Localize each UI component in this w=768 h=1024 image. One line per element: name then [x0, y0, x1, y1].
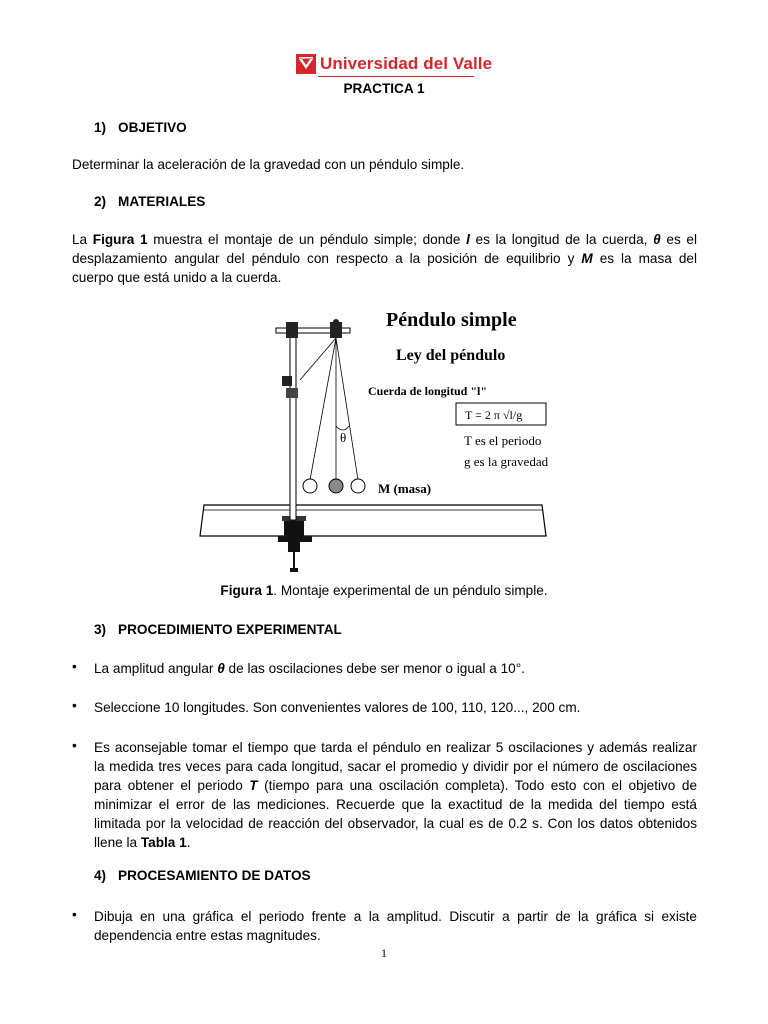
figure-title: Péndulo simple [386, 309, 517, 331]
materials-line-2 [72, 249, 697, 268]
support-rod-illustration [282, 324, 298, 520]
processing-item-1-line-2: dependencia entre estas magnitudes. [94, 928, 321, 943]
university-logo [296, 54, 492, 74]
text-run: La amplitud angular [94, 661, 218, 676]
bullet-marker: • [72, 659, 77, 674]
pendulum-bobs [303, 479, 365, 493]
figure-subtitle: Ley del péndulo [396, 347, 506, 364]
section-title: MATERIALES [118, 194, 206, 209]
section-number: 4) [94, 868, 107, 883]
processing-item-1-line-1: Dibuja en una gráfica el periodo frente a la amplitud. Discutir a partir de la gráfica si existe [94, 909, 697, 924]
procedure-item-1-line [94, 659, 697, 678]
section-heading-procedimiento [94, 622, 342, 637]
objective-paragraph [72, 155, 697, 174]
procedure-item-2 [94, 698, 697, 717]
text-run: llene la [94, 835, 141, 850]
table-illustration [200, 505, 546, 536]
pendulum-figure [198, 298, 554, 580]
section-number: 1) [94, 120, 107, 135]
mass-label: M (masa) [378, 481, 432, 496]
section-title: PROCESAMIENTO DE DATOS [118, 868, 311, 883]
procedure-item-3-line-1: Es aconsejable tomar el tiempo que tarda el péndulo en realizar 5 oscilaciones y además realizar [94, 740, 697, 755]
materials-line-3: cuerpo que está unido a la cuerda. [72, 270, 282, 285]
logo-underline [318, 76, 474, 77]
university-name: Universidad del Valle [320, 54, 493, 73]
bullet-marker: • [72, 698, 77, 713]
procedure-item-3-line-2: la medida tres veces para cada longitud, sacar el promedio y dividir por el número de oscilaciones [94, 759, 697, 774]
symbol-theta: θ [653, 232, 661, 247]
text-run: es el [660, 232, 697, 247]
text-run: para obtener el periodo [94, 778, 250, 793]
period-formula: T = 2 π √l/g [465, 408, 523, 422]
text-run: de las oscilaciones debe ser menor o igual a 10°. [224, 661, 525, 676]
materials-paragraph [72, 230, 697, 287]
procedure-item-3-line-4: minimizar el error de las mediciones. Recuerde que la exactitud de la medida del tiempo está [94, 797, 697, 812]
text-run: es la masa del [592, 251, 697, 266]
text-run: La [72, 232, 93, 247]
practice-title: PRACTICA 1 [343, 81, 425, 96]
procedure-item-1 [94, 659, 697, 678]
text-run: muestra el montaje de un péndulo simple; donde [147, 232, 467, 247]
procedure-item-3 [94, 738, 697, 852]
base-clamp-illustration [278, 516, 312, 572]
symbol-t: T [249, 778, 258, 793]
text-run: desplazamiento angular del péndulo con respecto a la posición de equilibrio y [72, 251, 582, 266]
procedure-item-2-line: Seleccione 10 longitudes. Son convenientes valores de 100, 110, 120..., 200 cm. [94, 700, 581, 715]
pendulum-strings [300, 338, 358, 480]
section-title: PROCEDIMIENTO EXPERIMENTAL [118, 622, 342, 637]
figure-caption [0, 583, 768, 598]
bullet-marker: • [72, 738, 77, 753]
gravity-definition: g es la gravedad [464, 454, 549, 469]
procedure-item-3-line-3 [94, 776, 697, 795]
bullet-marker: • [72, 907, 77, 922]
section-heading-procesamiento [94, 868, 311, 883]
section-number: 2) [94, 194, 107, 209]
section-number: 3) [94, 622, 107, 637]
university-logo-icon [296, 54, 316, 74]
caption-text: . Montaje experimental de un péndulo simple. [273, 583, 548, 598]
theta-label: θ [340, 430, 347, 445]
text-run: es la longitud de la cuerda, [469, 232, 654, 247]
figure-reference: Figura 1 [92, 232, 148, 247]
processing-item-1 [94, 907, 697, 945]
text-run: . [186, 835, 191, 850]
materials-line-1 [72, 230, 697, 249]
procedure-item-3-line-6 [94, 833, 697, 852]
symbol-theta: θ [217, 661, 225, 676]
procedure-item-3-line-5: limitada por la velocidad de reacción del observador, la cual es de 0.2 s. Con los datos obtenidos [94, 816, 697, 831]
period-definition: T es el periodo [464, 433, 542, 448]
section-heading-materiales [94, 194, 205, 209]
horizontal-arm-illustration [276, 319, 350, 338]
text-run: (tiempo para una oscilación completa). Todo esto con el objetivo de [257, 778, 697, 793]
section-heading-objetivo [94, 120, 187, 135]
symbol-l: l [466, 232, 470, 247]
table-reference: Tabla 1 [140, 835, 187, 850]
objective-text: Determinar la aceleración de la gravedad con un péndulo simple. [72, 157, 465, 172]
string-length-label: Cuerda de longitud "l" [368, 384, 488, 398]
symbol-m: M [581, 251, 593, 266]
section-title: OBJETIVO [118, 120, 187, 135]
page-number: 1 [381, 946, 387, 960]
caption-label: Figura 1 [220, 583, 274, 598]
